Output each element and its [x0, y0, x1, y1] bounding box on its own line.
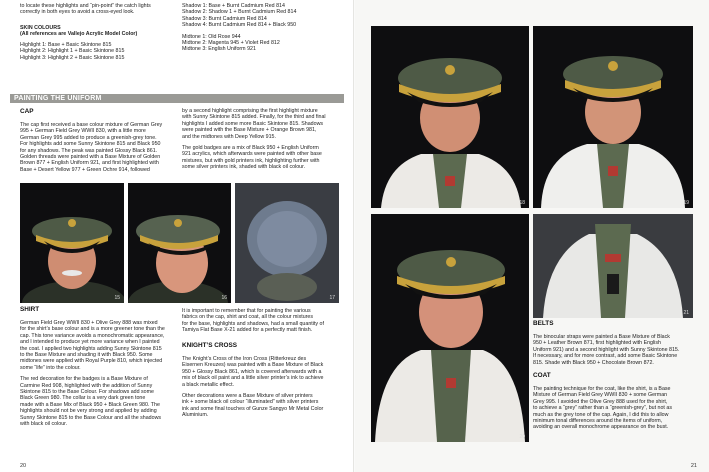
photo-16	[128, 183, 231, 303]
knights-cross-text: The Knight’s Cross of the Iron Cross (Ritterkreuz des Eisernen Kreuzes) was painted with a Base Mixture of Black 950 + Glossy Black 861, which is covered afterwards with a mix of black oil paint and a little silver printer’s ink to achieve a black metallic effect. Other decorations were a Base Mixture of silver printers ink + some black oil colour “illuminated” with silver printers ink and some final touches of Gunze Sangyo Mr Metal Color Aluminium.	[182, 356, 324, 419]
coat-text: The painting technique for the coat, like the shirt, is a Base Mixture of German Field Grey WWII 830 + some German Grey 995. I avoided the Olive Grey 888 used for the shirt, to achieve a “grey” rather than a “greenish-grey”, but not as much as the grey tone of the cap. Again, I did this to allow minimum tonal differences around the items of uniform, avoiding an overall monochrome appearance on the bust.	[533, 386, 672, 431]
page-number-right: 21	[690, 463, 697, 469]
photo-21	[533, 214, 693, 318]
belts-heading: BELTS	[533, 320, 554, 327]
photo-caption: 18	[519, 200, 525, 206]
photo-17	[235, 183, 339, 303]
shirt-heading: SHIRT	[20, 306, 40, 313]
photo-caption: 16	[221, 295, 227, 301]
coat-heading: COAT	[533, 372, 551, 379]
right-page	[355, 0, 709, 472]
section-title: PAINTING THE UNIFORM	[10, 94, 344, 103]
knights-cross-heading: KNIGHT’S CROSS	[182, 342, 238, 349]
shadow-midtone-block: Shadow 1: Base + Burnt Cadmium Red 814 Shadow 2: Shadow 1 + Burnt Cadmium Red 814 Shadow 3: Burnt Cadmium Red 814 Shadow 4: Burnt Cadmium Red 814 + Black 950 Midtone 1: Old Rose 944 Midtone 2: Magenta 945 + Violet Red 812 Midtone 3: English Uniform 921	[182, 3, 297, 53]
photo-caption: 15	[114, 295, 120, 301]
photo-caption: 20	[519, 434, 525, 440]
page-number-left: 20	[20, 463, 27, 469]
cap-heading: CAP	[20, 108, 34, 115]
cap-text-continued: by a second highlight comprising the first highlight mixture with Sunny Skintone 815 added. Finally, for the third and final highlights I added some more Basic Skintone 815. Shadows were painted with the Base Mixture + Orange Brown 981, and the midtones with Deep Yellow 915. The gold badges are a mix of Black 950 + English Uniform 921 acrylics, which afterwards were painted with other base mixtures, but with gold printers ink, highlighting further with some silver printers ink, shaded with black oil colour.	[182, 108, 326, 171]
photo-caption: 19	[683, 200, 689, 206]
intro-text: to locate these highlights and “pin-point” the catch lights correctly in both eyes to avoid a cross-eyed look.	[20, 3, 151, 16]
photo-19	[533, 26, 693, 208]
photo-18	[371, 26, 529, 208]
cap-text: The cap first received a base colour mixture of German Grey 995 + German Field Grey WWII 830, with a little more German Grey 995 added to produce a greenish-grey tone. For highlights add some Sunny Skintone 815 and Black 950 for any shadows. The peak was painted Glossy Black 861. Golden threads were painted with a Base Mixture of Golden Brown 877 + English Uniform 921, and first highlighted with Base + Desert Yellow 977 + Green Ochre 914, followed	[20, 122, 163, 173]
skin-colours-heading: SKIN COLOURS	[20, 25, 61, 31]
fabric-note-text: It is important to remember that for painting the various fabrics on the cap, shirt and coat, all the colour mixtures for the base, highlights and shadows, had a small quantity of Tamiya Flat Base X-21 added for a perfectly matt finish.	[182, 308, 324, 334]
skin-colours-block: SKIN COLOURS (All references are Vallejo Acrylic Model Color) Highlight 1: Base + Basic Skintone 815 Highlight 2: Highlight 1 + Basic Skintone 815 Highlight 3: Highlight 2 + Basic Skintone 815	[20, 25, 180, 61]
belts-text: The binocular straps were painted a Base Mixture of Black 950 + Leather Brown 871, first highlighted with English Uniform 921) and a second highlight with Sunny Skintone 815. If necessary, and for more contrast, add some Basic Skintone 815. Shade with Black 950 + Chocolate Brown 872.	[533, 334, 680, 366]
photo-caption: 21	[683, 310, 689, 316]
skin-colours-subheading: (All references are Vallejo Acrylic Model Color)	[20, 31, 138, 38]
photo-caption: 17	[329, 295, 335, 301]
photo-20	[371, 214, 529, 442]
photo-15	[20, 183, 124, 303]
shirt-text: German Field Grey WWII 830 + Olive Grey 888 was mixed for the shirt’s base colour and is a more greener tone than the cap. This tone variance avoids a monochromatic appearance, and I intended to produce yet more variance when I painted the coat. I applied two highlights adding Sunny Skintone 815 to the Base Mixture and shading it with Black 950. Some midtones were applied with Royal Purple 810, which injected some “life” into the colour. The red decoration for the badges is a Base Mixture of Carmine Red 908, highlighted with the addition of Sunny Skintone 815 to the Base Colour. For shadows add some Black Green 980. The collar is a very dark green tone made with a Base Mix of Black 950 + Black Green 980. The highlights should not be very strong and applied by adding Sunny Skintone 815 to the Base Colour and all the shadows with black oil colour.	[20, 320, 165, 428]
left-page	[0, 0, 354, 472]
